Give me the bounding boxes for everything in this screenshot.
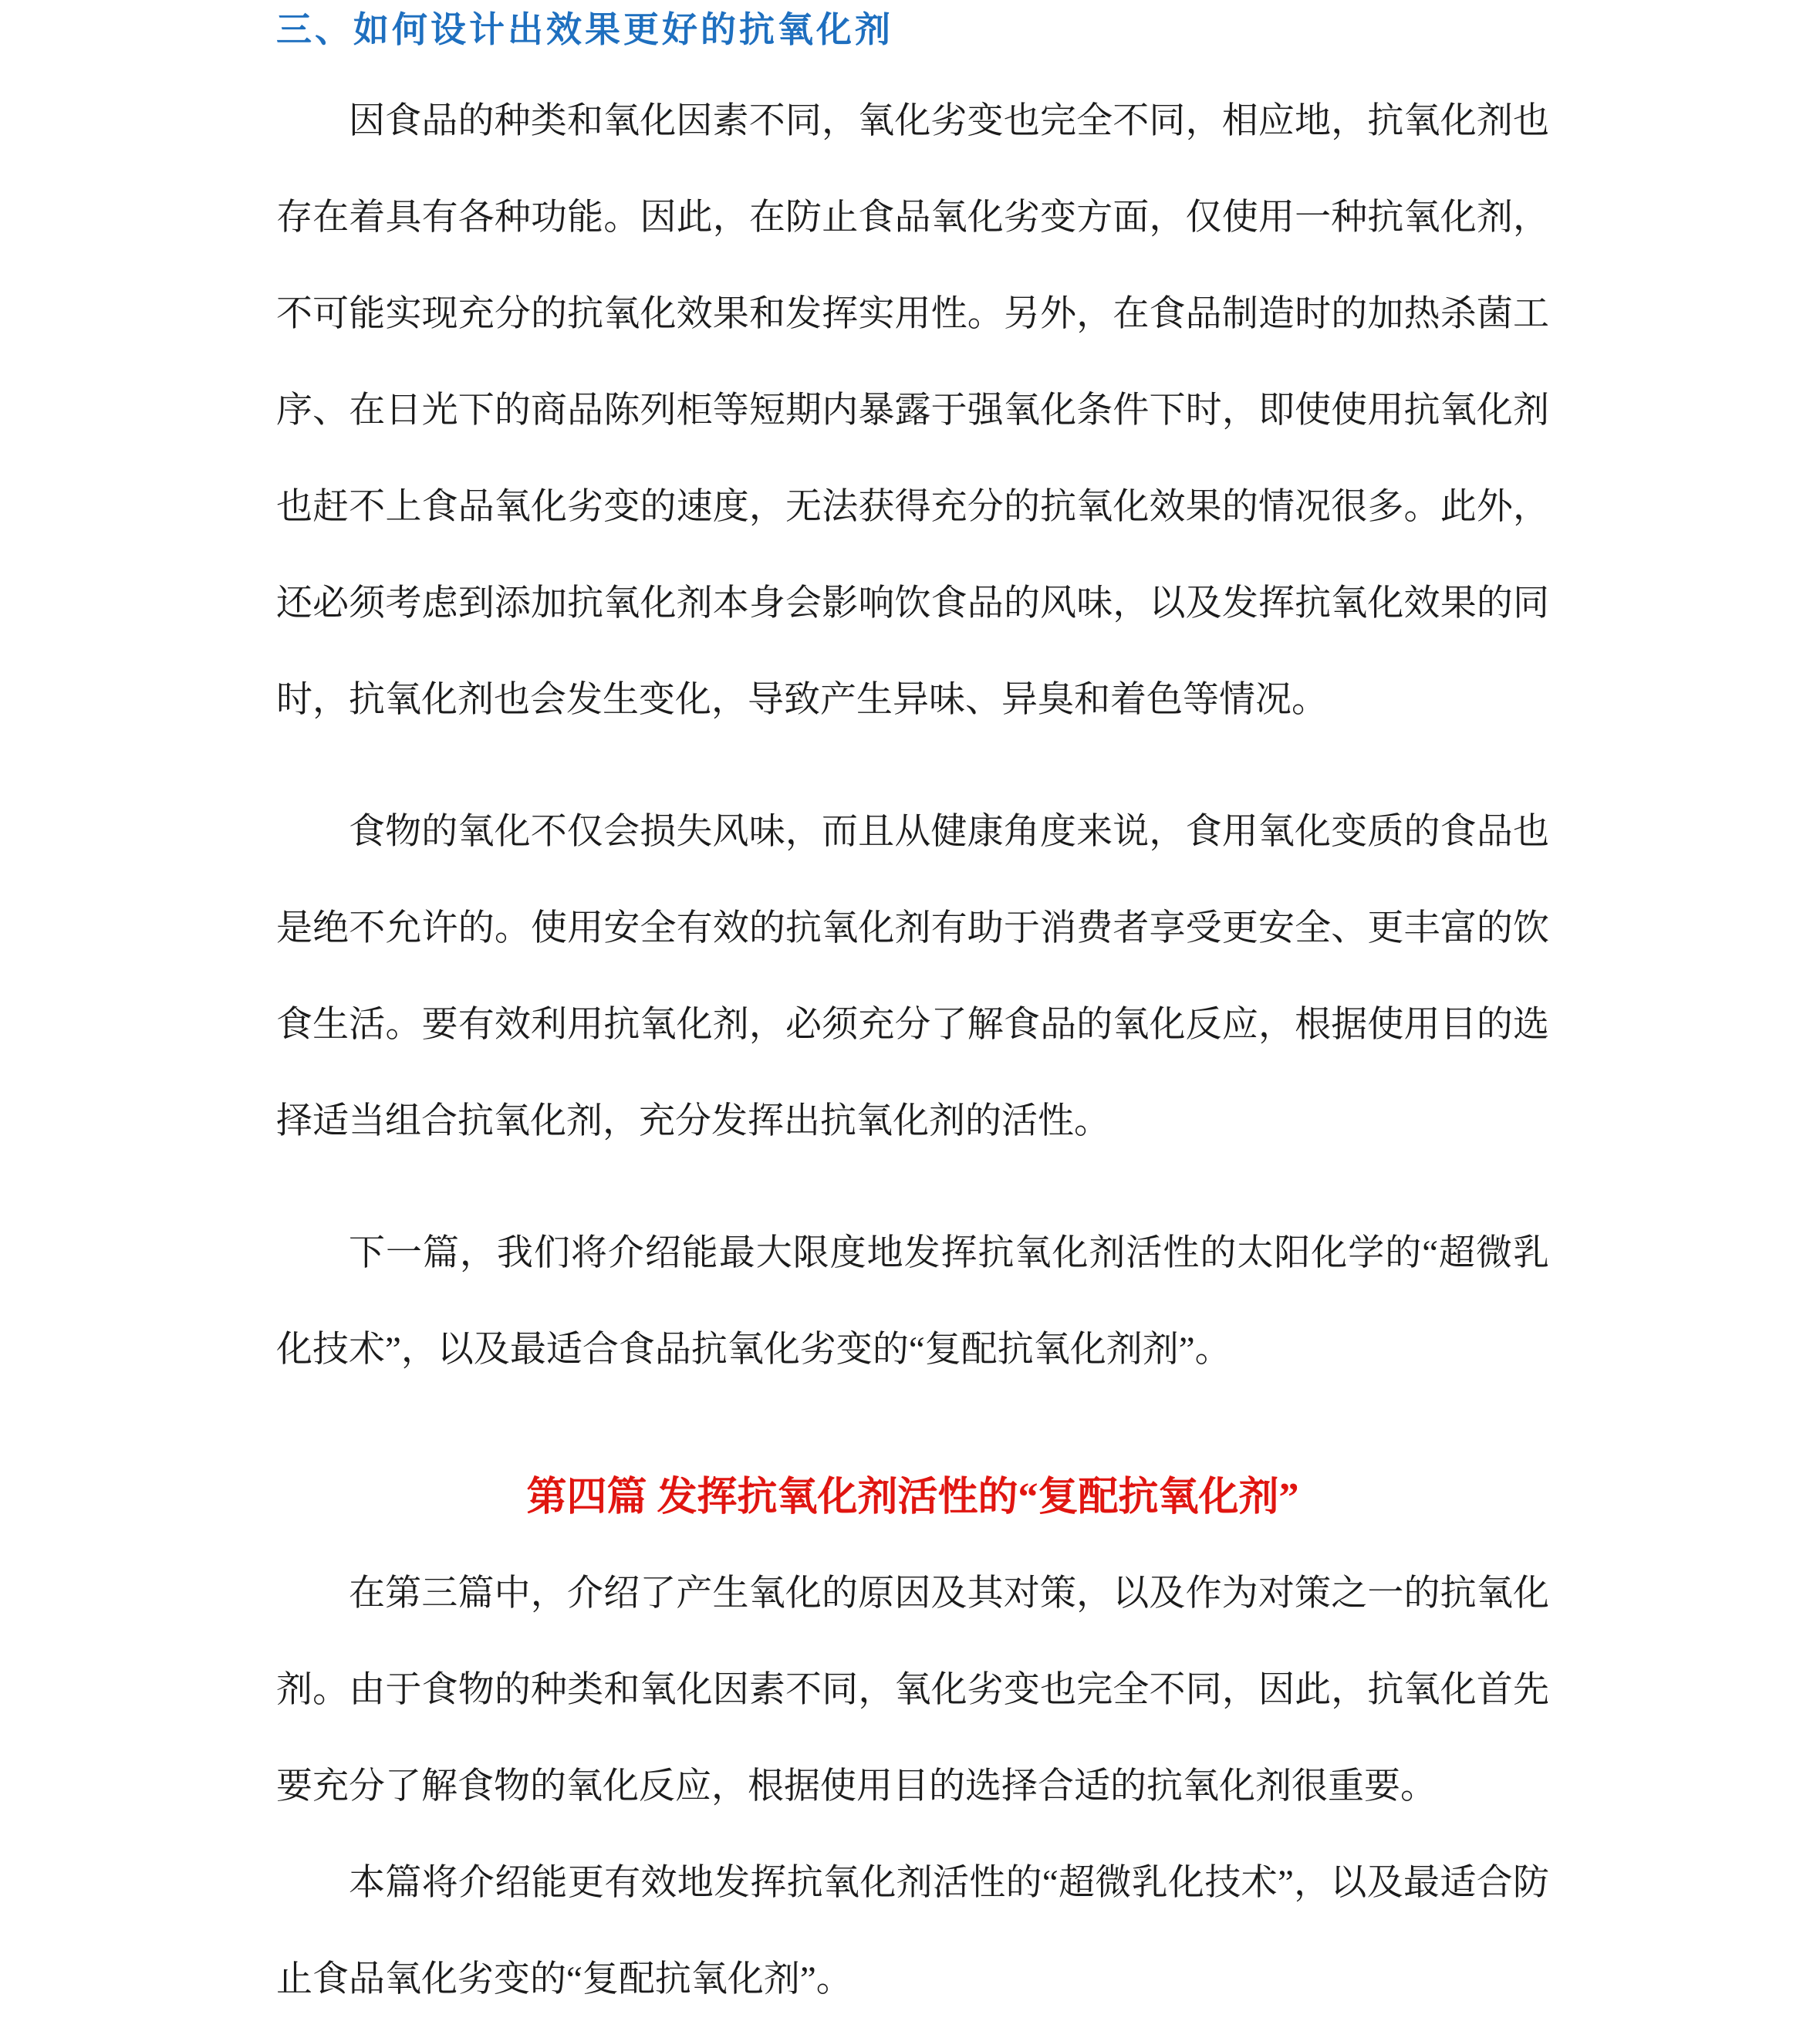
body-paragraph-3: 下一篇，我们将介绍能最大限度地发挥抗氧化剂活性的太阳化学的“超微乳化技术”，以及最适合食品抗氧化劣变的“复配抗氧化剂剂”。 — [276, 1233, 1549, 1370]
body-paragraph-2: 食物的氧化不仅会损失风味，而且从健康角度来说，食用氧化变质的食品也是绝不允许的。使用安全有效的抗氧化剂有助于消费者享受更安全、更丰富的饮食生活。要有效利用抗氧化剂，必须充分了解食品的氧化反应，根据使用目的选择适当组合抗氧化剂，充分发挥出抗氧化剂的活性。 — [276, 812, 1549, 1141]
section-heading-blue: 三、如何设计出效果更好的抗氧化剂 — [276, 10, 893, 49]
chapter-heading-red: 第四篇 发挥抗氧化剂活性的“复配抗氧化剂” — [526, 1475, 1299, 1519]
body-paragraph-5: 本篇将介绍能更有效地发挥抗氧化剂活性的“超微乳化技术”，以及最适合防止食品氧化劣变的“复配抗氧化剂”。 — [276, 1863, 1549, 1999]
body-paragraph-1: 因食品的种类和氧化因素不同，氧化劣变也完全不同，相应地，抗氧化剂也存在着具有各种功能。因此，在防止食品氧化劣变方面，仅使用一种抗氧化剂，不可能实现充分的抗氧化效果和发挥实用性。另外，在食品制造时的加热杀菌工序、在日光下的商品陈列柜等短期内暴露于强氧化条件下时，即使使用抗氧化剂也赶不上食品氧化劣变的速度，无法获得充分的抗氧化效果的情况很多。此外，还必须考虑到添加抗氧化剂本身会影响饮食品的风味，以及发挥抗氧化效果的同时，抗氧化剂也会发生变化，导致产生异味、异臭和着色等情况。 — [276, 101, 1549, 720]
body-paragraph-4: 在第三篇中，介绍了产生氧化的原因及其对策，以及作为对策之一的抗氧化剂。由于食物的种类和氧化因素不同，氧化劣变也完全不同，因此，抗氧化首先要充分了解食物的氧化反应，根据使用目的选择合适的抗氧化剂很重要。 — [276, 1573, 1549, 1807]
